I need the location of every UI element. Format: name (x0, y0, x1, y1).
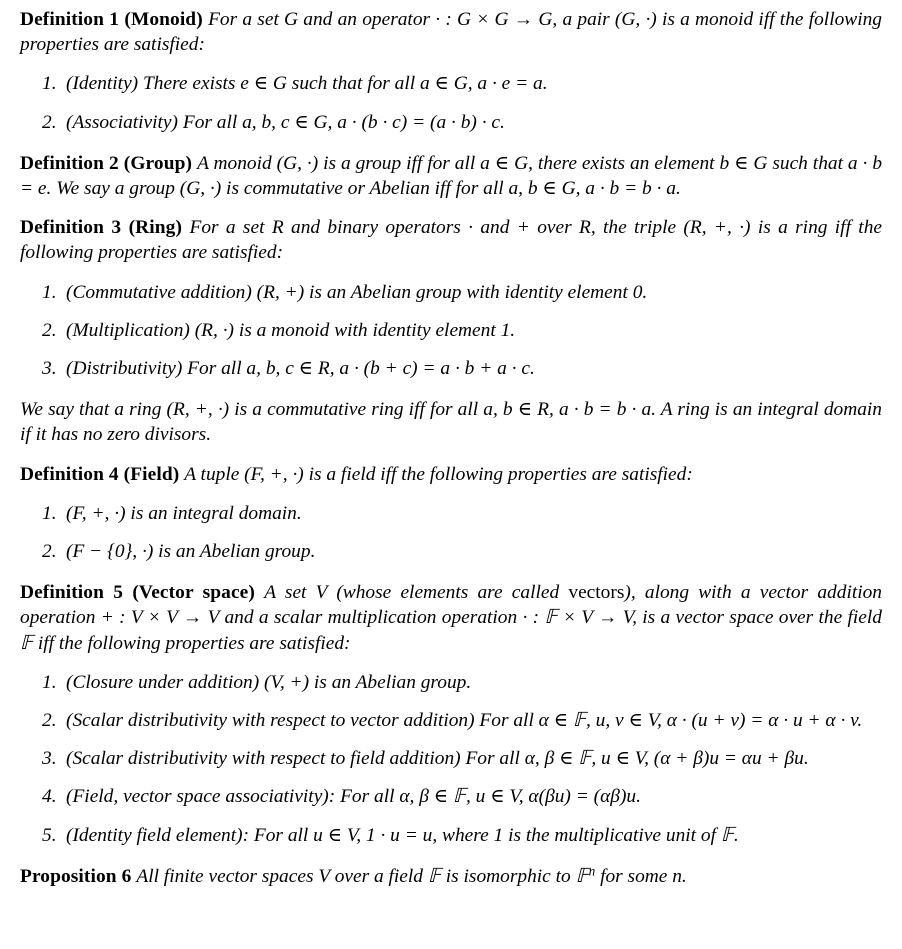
list-item-text: (F, +, ·) is an integral domain. (66, 502, 302, 524)
list-item-text: (Scalar distributivity with respect to field addition) For all α, β ∈ 𝔽, u ∈ V, (α + β)u = αu + βu. (66, 748, 809, 770)
list-item-number: 2. (42, 111, 57, 133)
definition-2-heading: Definition 2 (Group) (20, 152, 193, 174)
list-item (20, 356, 882, 381)
definition-5-heading: Definition 5 (Vector space) (20, 582, 255, 604)
list-item-text: (Distributivity) For all a, b, c ∈ R, a · (b + c) = a · b + a · c. (66, 358, 535, 380)
list-item-text: (F − {0}, ·) is an Abelian group. (66, 541, 316, 563)
list-item-number: 2. (42, 319, 57, 341)
list-item (20, 784, 882, 809)
list-item (20, 539, 882, 564)
ring-remark-text: We say that a ring (R, +, ·) is a commutative ring iff for all a, b ∈ R, a · b = b · a. A ring is an integral domain if it has no zero divisors. (20, 399, 882, 446)
proposition-6-superscript: n (588, 863, 596, 879)
list-item (20, 670, 882, 695)
definition-5-text-part-2: ), along with a vector addition operation + : V × V → V and a scalar multiplication operation · : 𝔽 × V → V, is a vector space over the field 𝔽 iff the following properties are satisfied: (20, 582, 882, 654)
definition-3-list (20, 280, 882, 382)
list-item-number: 1. (42, 281, 57, 303)
list-item-number: 2. (42, 541, 57, 563)
definition-3 (20, 215, 882, 265)
definition-4 (20, 462, 882, 487)
list-item (20, 501, 882, 526)
list-item (20, 71, 882, 96)
list-item-number: 1. (42, 502, 57, 524)
definition-1 (20, 7, 882, 57)
list-item (20, 318, 882, 343)
definition-1-text: For a set G and an operator · : G × G → G, a pair (G, ·) is a monoid iff the following properties are satisfied: (20, 9, 882, 56)
list-item-text: (Field, vector space associativity): For all α, β ∈ 𝔽, u ∈ V, α(βu) = (αβ)u. (66, 786, 641, 808)
definition-5-emph-vectors: vectors (568, 582, 625, 604)
list-item (20, 110, 882, 135)
definition-3-heading: Definition 3 (Ring) (20, 217, 183, 239)
definition-5-list (20, 670, 882, 848)
list-item-text: (Identity field element): For all u ∈ V, 1 · u = u, where 1 is the multiplicative unit of 𝔽. (66, 824, 739, 846)
definition-4-heading: Definition 4 (Field) (20, 463, 180, 485)
definition-1-heading: Definition 1 (Monoid) (20, 9, 203, 30)
definition-2-text: A monoid (G, ·) is a group iff for all a ∈ G, there exists an element b ∈ G such that a · b = e. We say a group (G, ·) is commutative or Abelian iff for all a, b ∈ G, a · b = b · a. (20, 152, 883, 200)
proposition-6-heading: Proposition 6 (20, 865, 132, 887)
list-item (20, 746, 882, 771)
list-item-text: (Identity) There exists e ∈ G such that for all a ∈ G, a · e = a. (66, 73, 548, 95)
list-item-text: (Scalar distributivity with respect to vector addition) For all α ∈ 𝔽, u, v ∈ V, α · (u + v) = α · u + α · v. (66, 710, 863, 732)
definition-2 (20, 151, 882, 201)
definition-3-text: For a set R and binary operators · and + over R, the triple (R, +, ·) is a ring iff the following properties are satisfied: (20, 217, 882, 264)
proposition-6 (20, 864, 882, 889)
list-item-text: (Multiplication) (R, ·) is a monoid with identity element 1. (66, 319, 516, 341)
document-body (20, 7, 882, 889)
list-item-number: 1. (42, 671, 57, 693)
list-item-number: 4. (42, 786, 57, 808)
list-item (20, 708, 882, 733)
list-item-number: 5. (42, 824, 57, 846)
proposition-6-text-part-2: for some n. (595, 865, 687, 887)
list-item (20, 280, 882, 305)
list-item-number: 1. (42, 73, 57, 95)
definition-4-text: A tuple (F, +, ·) is a field iff the following properties are satisfied: (184, 463, 693, 485)
list-item (20, 823, 882, 848)
list-item-text: (Associativity) For all a, b, c ∈ G, a · (b · c) = (a · b) · c. (66, 111, 505, 133)
proposition-6-text-part-1: All finite vector spaces V over a field 𝔽 is isomorphic to 𝔽 (136, 865, 589, 887)
list-item-text: (Commutative addition) (R, +) is an Abelian group with identity element 0. (66, 281, 648, 303)
list-item-number: 3. (42, 358, 57, 380)
definition-5 (20, 580, 882, 656)
list-item-number: 2. (42, 710, 57, 732)
ring-remark-paragraph (20, 397, 882, 447)
definition-4-list (20, 501, 882, 564)
definition-1-list (20, 71, 882, 134)
definition-5-text-part-1: A set V (whose elements are called (264, 582, 569, 604)
list-item-number: 3. (42, 748, 57, 770)
list-item-text: (Closure under addition) (V, +) is an Abelian group. (66, 671, 472, 693)
